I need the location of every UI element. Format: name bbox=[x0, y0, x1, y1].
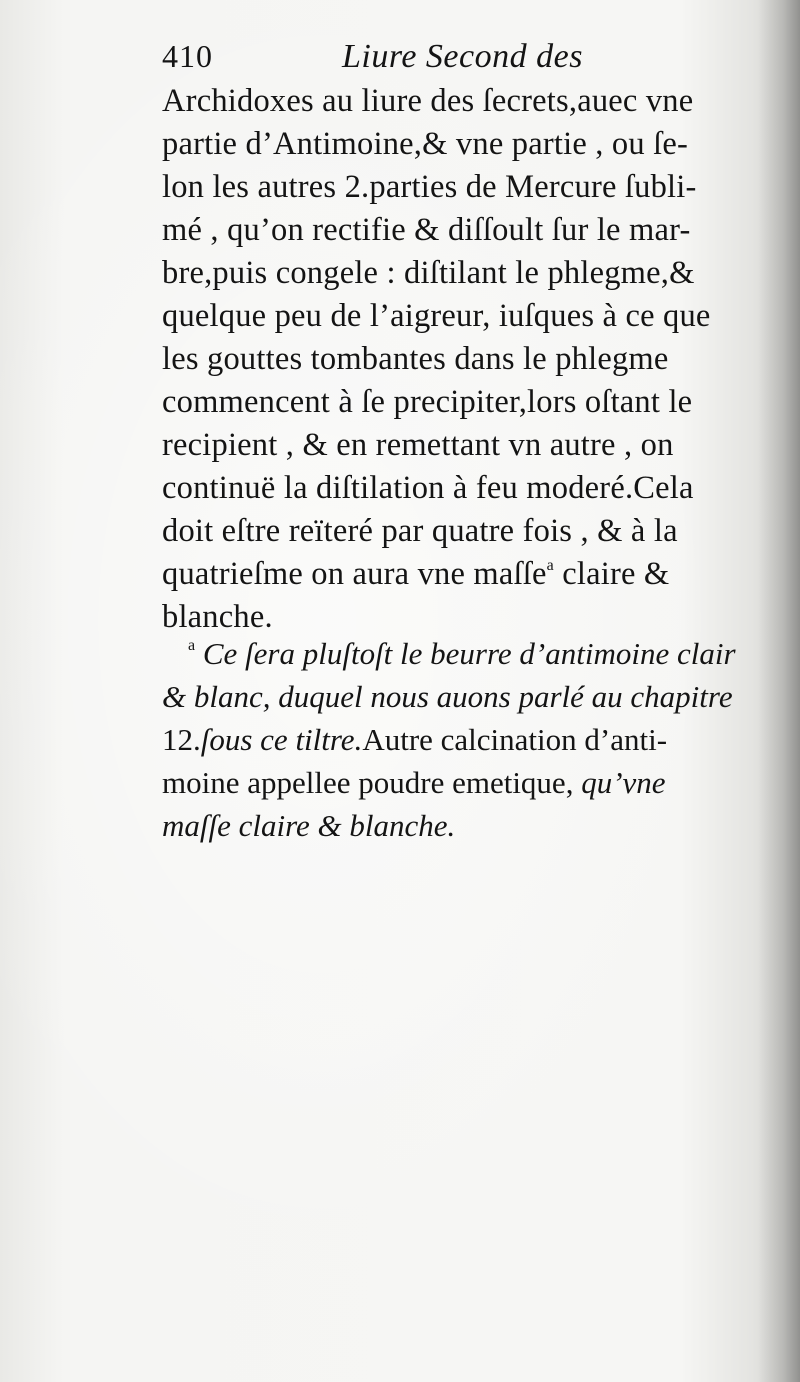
note-line bbox=[162, 632, 762, 675]
text-segment: quatrieſme on aura vne maſſe bbox=[162, 556, 547, 592]
spine-shadow bbox=[758, 0, 800, 1382]
note-marker: a bbox=[188, 637, 196, 654]
note-line bbox=[162, 675, 762, 718]
text-line: mé , qu’on rectifie & diſſoult ſur le mar- bbox=[162, 212, 691, 248]
note-text-roman: Autre calcination d’anti- bbox=[362, 722, 668, 757]
note-line bbox=[162, 718, 762, 761]
text-line: Archidoxes au liure des ſecrets,auec vne bbox=[162, 83, 694, 119]
note-line bbox=[162, 804, 762, 847]
note-text: maſſe claire & blanche. bbox=[162, 808, 456, 843]
page-number: 410 bbox=[162, 38, 213, 74]
text-line: blanche. bbox=[162, 599, 273, 635]
note-number: 12. bbox=[162, 722, 201, 757]
text-line: quelque peu de l’aigreur, iuſques à ce que bbox=[162, 298, 711, 334]
text-line: continuë la diſtilation à feu moderé.Cela bbox=[162, 470, 694, 506]
text-line-with-note-ref bbox=[162, 553, 762, 596]
note-text: & blanc, duquel nous auons parlé au chapitre bbox=[162, 679, 733, 714]
text-segment: claire & bbox=[553, 556, 670, 592]
marginal-note bbox=[162, 632, 762, 847]
note-text: ſous ce tiltre. bbox=[200, 722, 363, 757]
note-line bbox=[162, 761, 762, 804]
note-text: qu’vne bbox=[573, 765, 666, 800]
running-head: Liure Second des bbox=[342, 38, 583, 75]
main-paragraph bbox=[162, 80, 762, 639]
text-line: partie d’Antimoine,& vne partie , ou ſe- bbox=[162, 126, 689, 162]
text-line: les gouttes tombantes dans le phlegme bbox=[162, 341, 669, 377]
note-text: Ce ſera pluſtoſt le beurre d’antimoine clair bbox=[202, 636, 736, 671]
page-header bbox=[162, 38, 762, 82]
footnote-reference-marker: a bbox=[546, 557, 554, 574]
text-line: doit eſtre reïteré par quatre fois , & à la bbox=[162, 513, 678, 549]
text-line: bre,puis congele : diſtilant le phlegme,& bbox=[162, 255, 695, 291]
note-text-roman: moine appellee poudre emetique, bbox=[162, 765, 574, 800]
text-line: lon les autres 2.parties de Mercure ſubli- bbox=[162, 169, 697, 205]
text-line: commencent à ſe precipiter,lors oſtant le bbox=[162, 384, 693, 420]
text-line: recipient , & en remettant vn autre , on bbox=[162, 427, 674, 463]
